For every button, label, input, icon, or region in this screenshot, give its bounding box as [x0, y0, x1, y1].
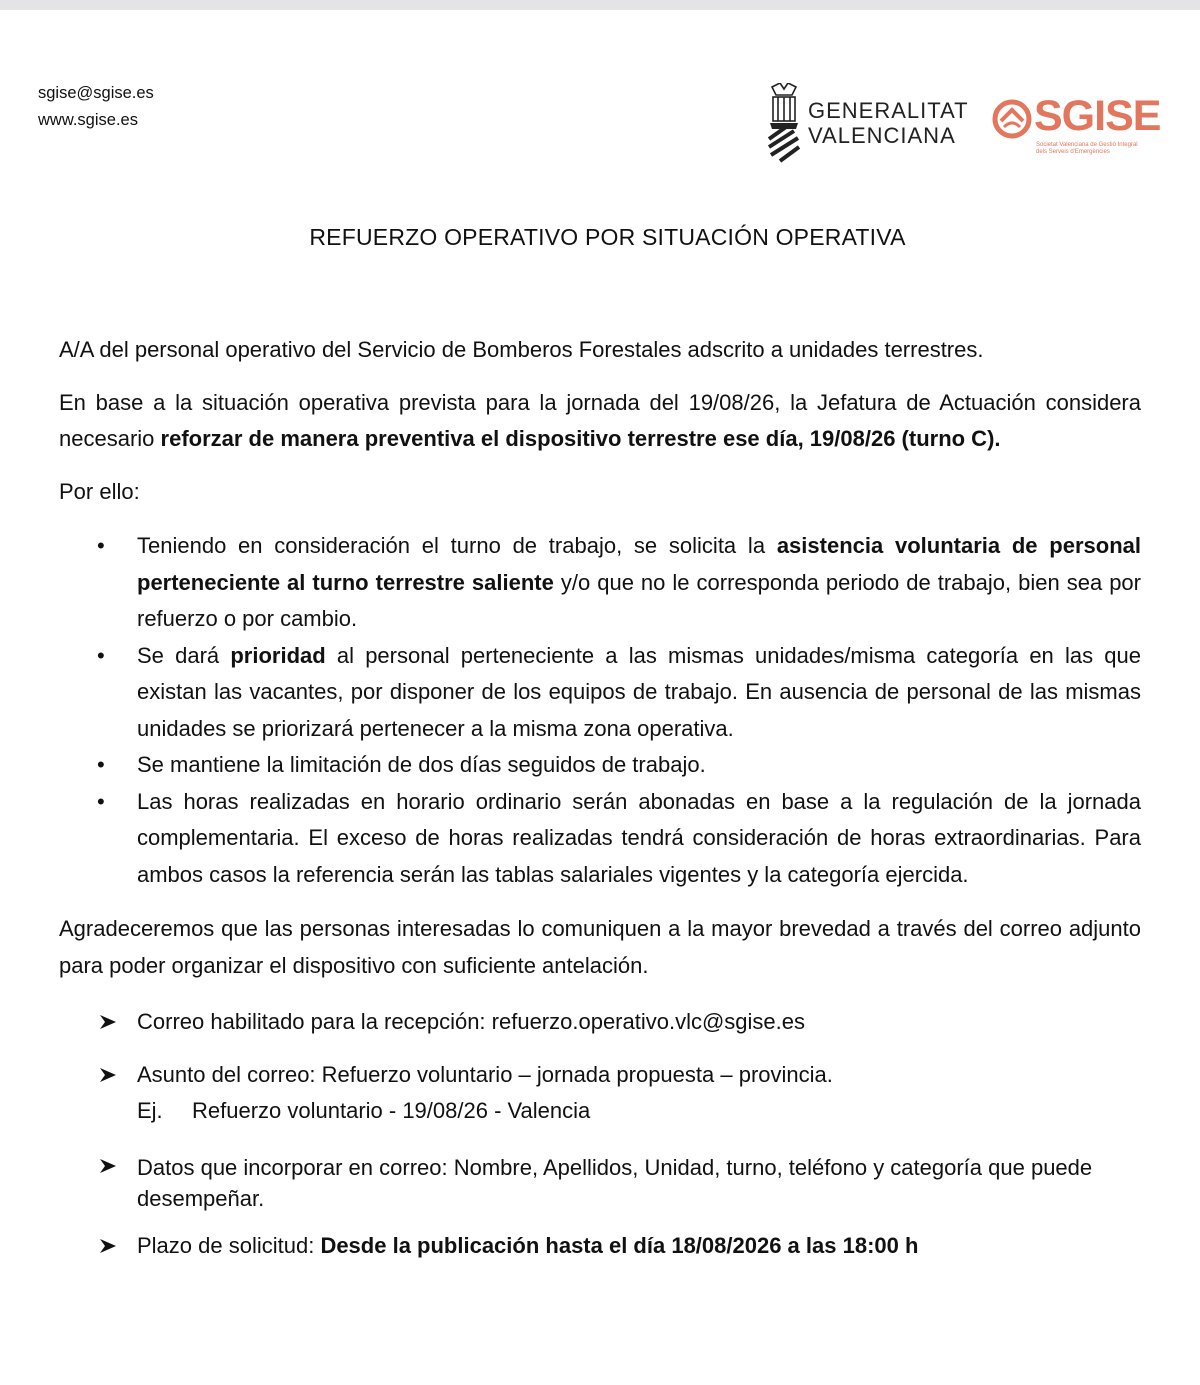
addressee-paragraph: A/A del personal operativo del Servicio de Bomberos Forestales adscrito a unidades terrestres. [59, 337, 984, 362]
subject-text: Asunto del correo: Refuerzo voluntario – jornada propuesta – provincia. [137, 1061, 833, 1087]
list-item [59, 747, 1141, 784]
request-paragraph: Agradeceremos que las personas interesadas lo comuniquen a la mayor brevedad a través del correo adjunto para poder organizar el dispositivo con suficiente antelación. [59, 916, 1141, 978]
list-item [59, 784, 1141, 894]
instructions-list [59, 1004, 1141, 1264]
list-item-data [59, 1152, 1141, 1214]
document-title: REFUERZO OPERATIVO POR SITUACIÓN OPERATIVA [309, 224, 906, 250]
sgise-wordmark: SGISE [1034, 92, 1161, 140]
conditions-list [59, 528, 1141, 893]
sgise-emblem-icon [992, 99, 1032, 139]
arrow-bullet-icon [99, 1014, 117, 1030]
situation-paragraph [59, 385, 1141, 458]
list-item-bold: asistencia voluntaria de personal perteneciente al turno terrestre saliente [137, 533, 1141, 595]
sgise-subtitle [1036, 142, 1138, 156]
bullet-icon: • [97, 788, 105, 814]
contact-block [38, 80, 154, 134]
list-item [59, 638, 1141, 748]
arrow-bullet-icon [99, 1158, 117, 1174]
generalitat-emblem-icon [766, 83, 802, 163]
subject-example [137, 1093, 1141, 1130]
bullet-icon: • [97, 642, 105, 668]
list-item-text: Teniendo en consideración el turno de trabajo, se solicita la [137, 533, 777, 558]
contact-email: sgise@sgise.es [38, 84, 154, 102]
deadline-label: Plazo de solicitud: [137, 1232, 321, 1258]
list-item [59, 528, 1141, 638]
arrow-bullet-icon [99, 1067, 117, 1083]
list-item-deadline [59, 1228, 1141, 1265]
list-item-text: Se mantiene la limitación de dos días seguidos de trabajo. [137, 752, 706, 777]
situation-text: En base a la situación operativa prevista para la jornada del 19/08/26, la Jefatura de Actuación considera necesario [59, 389, 1141, 451]
list-item-text-post: y/o que no le corresponda periodo de trabajo, bien sea por refuerzo o por cambio. [137, 569, 1141, 631]
top-bar [0, 0, 1200, 10]
sgise-subtitle-line2: dels Serveis d'Emergències [1036, 149, 1110, 155]
generalitat-wordmark [808, 98, 969, 148]
list-item-bold: prioridad [230, 642, 326, 668]
list-item-email [59, 1004, 1141, 1041]
example-label: Ej. [137, 1098, 163, 1123]
sgise-subtitle-line1: Societat Valenciana de Gestió Integral [1036, 142, 1138, 148]
list-item-text: Las horas realizadas en horario ordinario serán abonadas en base a la regulación de la jornada complementaria. El exceso de horas realizadas tendrá consideración de horas extraordinarias. Para ambos casos la referencia serán las tablas salariales vigentes y la categoría ejercida. [137, 788, 1141, 887]
bullet-icon: • [97, 533, 105, 558]
list-item-text: Se dará [137, 642, 231, 668]
data-text: Datos que incorporar en correo: Nombre, Apellidos, Unidad, turno, teléfono y categoría que puede desempeñar. [137, 1154, 1093, 1211]
document-body [59, 332, 1141, 1264]
email-label: Correo habilitado para la recepción: [137, 1009, 492, 1034]
email-address-link[interactable]: refuerzo.operativo.vlc@sgise.es [491, 1009, 806, 1034]
deadline-value: Desde la publicación hasta el día 18/08/2026 a las 18:00 h [320, 1232, 919, 1258]
generalitat-valenciana-logo [766, 83, 969, 163]
example-value: Refuerzo voluntario - 19/08/26 - Valencia [192, 1098, 591, 1123]
sgise-logo [992, 92, 1172, 166]
arrow-bullet-icon [99, 1238, 117, 1254]
generalitat-line1: GENERALITAT [808, 98, 969, 123]
list-item-text-post: al personal perteneciente a las mismas unidades/misma categoría en las que existan las vacantes, por disponer de los equipos de trabajo. En ausencia de personal de las mismas unidades se priorizará pertenecer a la misma zona operativa. [137, 642, 1142, 741]
contact-website: www.sgise.es [38, 111, 138, 129]
generalitat-line2: VALENCIANA [808, 123, 956, 148]
situation-bold: reforzar de manera preventiva el dispositivo terrestre ese día, 19/08/26 (turno C). [160, 426, 1001, 451]
por-ello-paragraph: Por ello: [59, 478, 140, 504]
bullet-icon: • [97, 752, 105, 777]
list-item-subject [59, 1057, 1141, 1130]
